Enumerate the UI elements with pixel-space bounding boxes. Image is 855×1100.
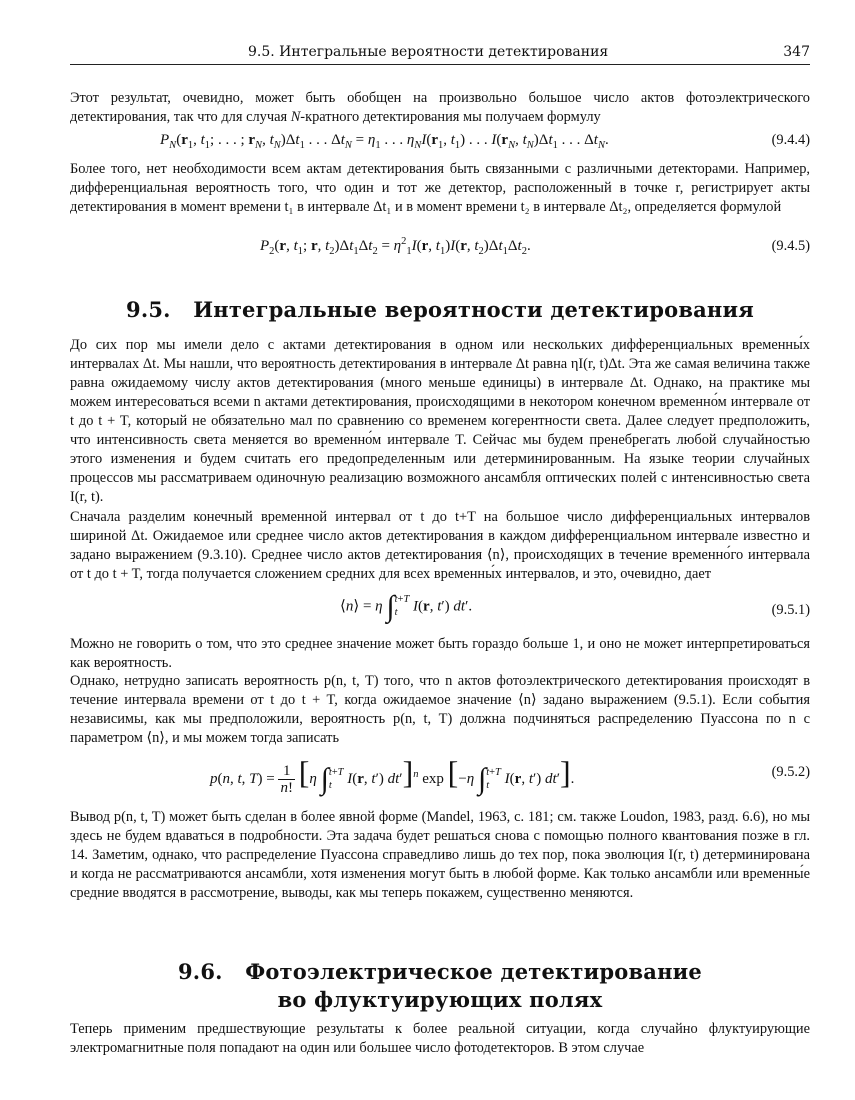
paragraph-1 — [70, 89, 810, 127]
section-number: 9.5. — [126, 297, 171, 322]
equation-body: $P_N(r_1$, $t_1$; . . . ; $r_N$, $t_N)\Delta t_1$ . . . $\Delta t_N = \eta_1$ . . . $\eta_NI(r_1$, $t_1$) . . . $I(r_N$, $t_N)\Delta t_1$ . . . $\Delta t_N$. — [160, 132, 609, 151]
paragraph-8: Теперь применим предшествующие результаты к более реальной ситуации, когда случайно флуктуирующие электромагнитные поля попадают на один или большее число фотодетекторов. В этом случае — [70, 1021, 810, 1056]
section-title-line2: во флуктуирующих полях — [277, 987, 603, 1012]
paragraph-2: Более того, нет необходимости всем актам детектирования быть связанными с различными детекторами. Например, дифференциальная вероятность того, что один и тот же детектор, расположенный в точке r, регистрирует акты детектирования в момент времени t₁ в интервале Δt₁ и в момент времени t₂ в интервале Δt₂, определяется формулой — [70, 161, 810, 215]
equation-9-5-1 — [70, 592, 810, 632]
equation-number: (9.5.1) — [771, 602, 810, 618]
section-number: 9.6. — [178, 959, 223, 984]
section-heading-9-5 — [70, 297, 810, 322]
equation-9-4-4 — [70, 132, 810, 156]
running-title: 9.5. Интегральные вероятности детектирования — [248, 44, 609, 60]
section-heading-9-6 — [70, 958, 810, 1014]
para1-after: -кратного детектирования мы получаем формулу — [300, 109, 601, 125]
paragraph-6: Однако, нетрудно записать вероятность p(n, t, T) того, что n актов фотоэлектрического детектирования происходят в течение интервала времени от t до t + T, когда ожидаемое значение ⟨n⟩ задано выражением (9.5.1). Если события независимы, как мы предположили, вероятность p(n, t, T) должна подчиняться распределению Пуассона по n с параметром ⟨n⟩, и мы можем тогда записать — [70, 673, 810, 746]
para1-before: Этот результат, очевидно, может быть обобщен на произвольно большое число актов фотоэлектрического детектирования, так что для случая — [70, 90, 810, 125]
paragraph-4: Сначала разделим конечный временной интервал от t до t+T на большое число дифференциальных интервалов шириной Δt. Ожидаемое или среднее число актов детектирования в каждом дифференциальном интервале известно и задано выражением (9.3.10). Среднее число актов детектирования ⟨n⟩, происходящих в течение временно́го интервала от t до t + T, тогда получается сложением средних для всех временны́х интервалов, и это, очевидно, дает — [70, 509, 810, 582]
paragraph-3: До сих пор мы имели дело с актами детектирования в одном или нескольких дифференциальных временны́х интервалах Δt. Мы нашли, что вероятность детектирования в интервале Δt равна ηI(r, t)Δt. Эта же самая величина также равна ожидаемому числу актов детектирования (много меньше единицы) в интервале Δt. Однако, на практике мы можем интересоваться всеми n актами детектирования, происходящими в некотором конечном временно́м интервале от t до t + T, который не обязательно мал по сравнению со временем когерентности света. Далее следует предположить, что интенсивность света меняется во временно́м интервале T. Сейчас мы будем пренебрегать любой случайностью этого изменения и будем считать его предопределенным или детерминированным. На языке теории случайных процессов мы рассматриваем одиночную реализацию возможного ансамбля оптических полей с интенсивностью света I(r, t). — [70, 337, 810, 505]
para1-N: N — [290, 109, 301, 125]
equation-9-4-5 — [70, 238, 810, 262]
running-header — [70, 44, 810, 65]
equation-body: $P_2(r$, $t_1$; r, $t_2)\Delta t_1\Delta t_2 = \eta^2_1I(r$, $t_1)I(r$, $t_2)\Delta t_1\Delta t_2$. — [260, 236, 531, 257]
paragraph-7: Вывод p(n, t, T) может быть сделан в более явной форме (Mandel, 1963, с. 181; см. также Loudon, 1983, разд. 6.6), но мы здесь не будем вдаваться в подробности. Эта задача будет решаться снова с помощью полного квантования позже в гл. 14. Заметим, однако, что распределение Пуассона справедливо лишь до тех пор, пока эволюция I(r, t) детерминирована и когда не рассматриваются ансамбли, хотя изменения могут быть в любой форме. Как только ансамбли или временны́е средние вводятся в рассмотрение, выводы, как мы теперь покажем, существенно меняются. — [70, 809, 810, 901]
page-number: 347 — [783, 44, 810, 60]
equation-number: (9.4.5) — [771, 238, 810, 254]
equation-9-5-2 — [70, 750, 810, 800]
equation-body: ⟨n⟩ = η ∫t+T t I(r, t′) dt′. — [340, 590, 473, 623]
equation-body: p(n, t, T) = 1 n! [η ∫t+T t I(r, t′) dt′]$^n$ exp [−η ∫t+T t I(r, t′) dt′]. — [210, 754, 575, 797]
section-title-line1: Фотоэлектрическое детектирование — [245, 959, 702, 984]
section-title: Интегральные вероятности детектирования — [193, 297, 754, 322]
equation-number: (9.4.4) — [771, 132, 810, 148]
equation-number: (9.5.2) — [771, 764, 810, 780]
paragraph-5: Можно не говорить о том, что это среднее значение может быть гораздо больше 1, и оно не может интерпретироваться как вероятность. — [70, 636, 810, 671]
